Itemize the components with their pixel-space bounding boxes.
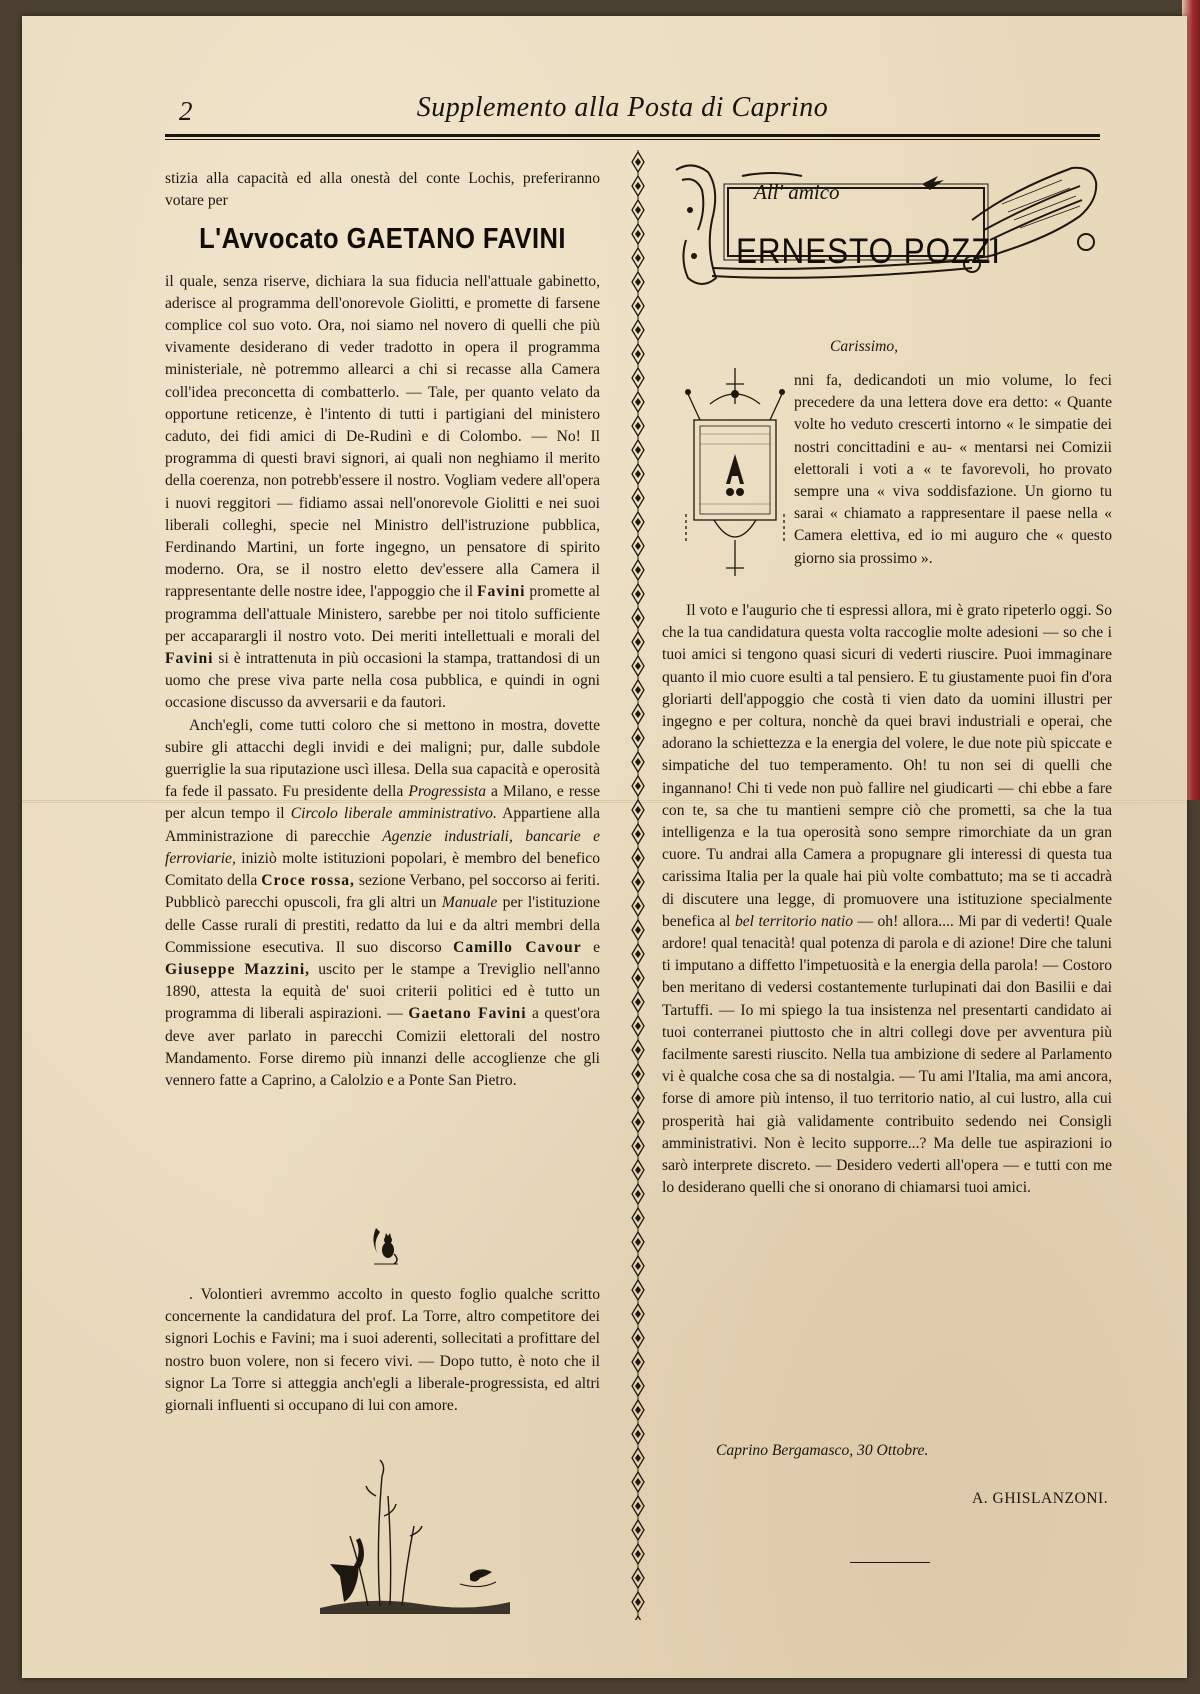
bold-name: Favini [165, 650, 214, 668]
left-column-bottom [165, 1284, 600, 1417]
letter-salutation: Carissimo, [830, 338, 899, 355]
letter-body [662, 600, 1112, 1199]
ornamental-column-divider [630, 150, 646, 1620]
end-rule [850, 1562, 930, 1563]
page-header [145, 92, 1100, 136]
letter-paragraph: Il voto e l'augurio che ti espressi allora, mi è grato ripeterlo oggi. So che la tua candidatura questa volta raccoglie molte adesioni — so che i tuoi amici si tengono quasi sicuri di vederti riuscire. Puoi immaginare quanto il mio cuore esulti a tal pensiero. E tu giustamente puoi fin d'ora gloriarti dell'appoggio che costà ti vien dato da uomini illustri per ingegno e per coltura, nonchè da quei bravi industriali e operai, che adorano la schiettezza e la energia del volere, le due note più spiccate e simpatiche del tuo temperamento. Oh! tu non sei di quelli che ingannano! Chi ti vede non può fallire nel giudicarti — chi ebbe a fare con te, sa che tu mantieni sempre ciò che prometti, sa che la tua intelligenza e la tua operosità sono sempre rimorchiate da un gran cuore. Tu andrai alla Camera a propugnare gli interessi di questa tua carissima Italia per la quale hai più volte combattuto; ma se ti accadrà di discutere una legge, di promuovere una istituzione specialmente benefica al bel territorio natio — oh! allora.... Mi par di vederti! Quale ardore! qual tenacità! qual potenza di parola e di azione! Dire che taluni ti imputano a diffetto l'impetuosità e la energia della parola! — Costoro ben meritano di vedersi costantemente turlupinati dai don Basilii e dai Tartuffi. — Io mi spiego la tua insistenza nel presentarti candidato ai tuoi conterranei piuttosto che in altri collegi dove per avventura più facilmente saresti riuscito. Nella tua ambizione di sedere al Parlamento vi è qualche cosa che sa di nostalgia. — Tu ami l'Italia, ma ami ancora, forse di amore più intenso, il tuo territorio natio, al cui lustro, alla cui prosperità hai già validamente contribuito sedendo nei Consigli amministrativi. Non è lecito supporre...? Ma delle tue aspirazioni io sarò interprete discreto. — Desidero vederti all'opera — e tutti con me lo desiderano quelli che si onorano di chiamarsi tuoi amici. [662, 602, 1113, 1197]
letter-date: Caprino Bergamasco, 30 Ottobre. [716, 1442, 929, 1459]
candidate-heading: L'Avvocato GAETANO FAVINI [199, 223, 566, 256]
left-column [165, 168, 600, 1092]
paragraph-3: . Volontieri avremmo accolto in questo foglio qualche scritto concernente la candidatura del prof. La Torre, altro competitore dei signori Lochis e Favini; ma i suoi aderenti, sollecitati a profittare del nostro buon volere, non si fecero vivi. — Dopo tutto, è noto che il signor La Torre si atteggia anch'egli a liberale-progressista, ed altri giornali influenti si occupano di lui con amore. [165, 1286, 600, 1415]
paragraph-2: Anch'egli, come tutti coloro che si mettono in mostra, dovette subire gli attacchi degli invidi e dei maligni; pur, dalle subdole guerriglie la sua riputazione uscì illesa. Della sua capacità e operosità fa fede il passato. Fu presidente della Progressista a Milano, e resse per alcun tempo il Circolo liberale amministrativo. Appartiene alla Amministrazione di parecchie Agenzie industriali, bancarie e ferroviarie, iniziò molte istituzioni popolari, è membro del benefico Comitato della Croce rossa, sezione Verbano, pel soccorso ai feriti. Pubblicò parecchi opuscoli, fra gli altri un Manuale per l'istituzione delle Casse rurali di prestiti, redatto da lui e da altri membri della Commissione esecutiva. Il suo discorso Camillo Cavour e Giuseppe Mazzini, uscito per le stampe a Treviglio nell'anno 1890, attesta la equità de' suoi criterii politici ed è tutto un programma di liberali aspirazioni. — Gaetano Favini a quest'ora deve aver parlato in parecchi Comizii elettorali del nostro Mandamento. Forse diremo più innanzi delle accoglienze che gli vennero fatte a Caprino, a Calolzio e a Ponte San Pietro. [165, 716, 601, 1089]
running-title: Supplemento alla Posta di Caprino [416, 92, 829, 123]
letter-quote: nni fa, dedicandoti un mio volume, lo feci precedere da una lettera dove era detto: « Quante volte ho veduto crescerti intorno « le simpatie dei nostri concittadini e au- « mentarsi nei Comizii elettorali i voti a « te favorevoli, ho provato sempre una « viva soddisfazione. Un giorno tu sarai « chiamato a rappresentare il paese nella « Camera elettiva, ed io mi auguro che « questo giorno sia prossimo ». [794, 372, 1112, 567]
letter-signature: A. GHISLANZONI. [972, 1490, 1109, 1507]
intro-text: stizia alla capacità ed alla onestà del conte Lochis, preferiranno votare per [165, 170, 600, 210]
header-rule [165, 134, 1100, 137]
cat-moon-vignette-icon [368, 1224, 402, 1268]
banner-subtitle: All' amico [754, 180, 840, 204]
letter-opening [794, 370, 1112, 570]
paragraph-1: il quale, senza riserve, dichiara la sua fiducia nell'attuale gabinetto, aderisce al programma dell'onorevole Giolitti, e promette di farsene complice col suo voto. Ora, noi siamo nel novero di quelli che più vivamente desiderano di veder tradotto in opera il programma ministeriale, nè potremmo allearci a chi si recasse alla Camera coll'idea preconcetta di combatterlo. — Tale, per quanto velato da opportune reticenze, è l'intento di tutti i partigiani del ministero caduto, dei fidi amici di De-Rudinì e di Colombo. — No! Il programma di questi bravi signori, ai quali non neghiamo il merito della coerenza, non potrebb'essere il nostro. Vogliam vedere all'opera i nuovi reggitori — fidiamo assai nell'onorevole Giolitti e nei suoi liberali colleghi, specie nel Ministro dell'istruzione pubblica, Ferdinando Martini, un forte ingegno, un pensatore di spirito moderno. Ora, se il nostro eletto dev'essere alla Camera il rappresentante delle nostre idee, l'appoggio che il Favini promette al programma dell'attuale Ministero, sarebbe per noi titolo sufficiente per accaparargli il nostro voto. Dei meriti intellettuali e morali del Favini si è intrattenuta in più occasioni la stampa, trattandosi di un uomo che prese viva parte nella cosa pubblica, e quindi in ogni occasione discusso da avversarii e da fautori. [165, 272, 600, 712]
decorated-initial-a-icon [680, 364, 790, 584]
ornate-banner-frame [672, 160, 1104, 300]
header-rule-thin [165, 139, 1100, 140]
heron-reeds-vignette-icon [310, 1456, 524, 1616]
banner-name: ERNESTO POZZI [736, 232, 1001, 271]
page-number: 2 [179, 96, 193, 126]
bold-name: Favini [477, 583, 526, 601]
